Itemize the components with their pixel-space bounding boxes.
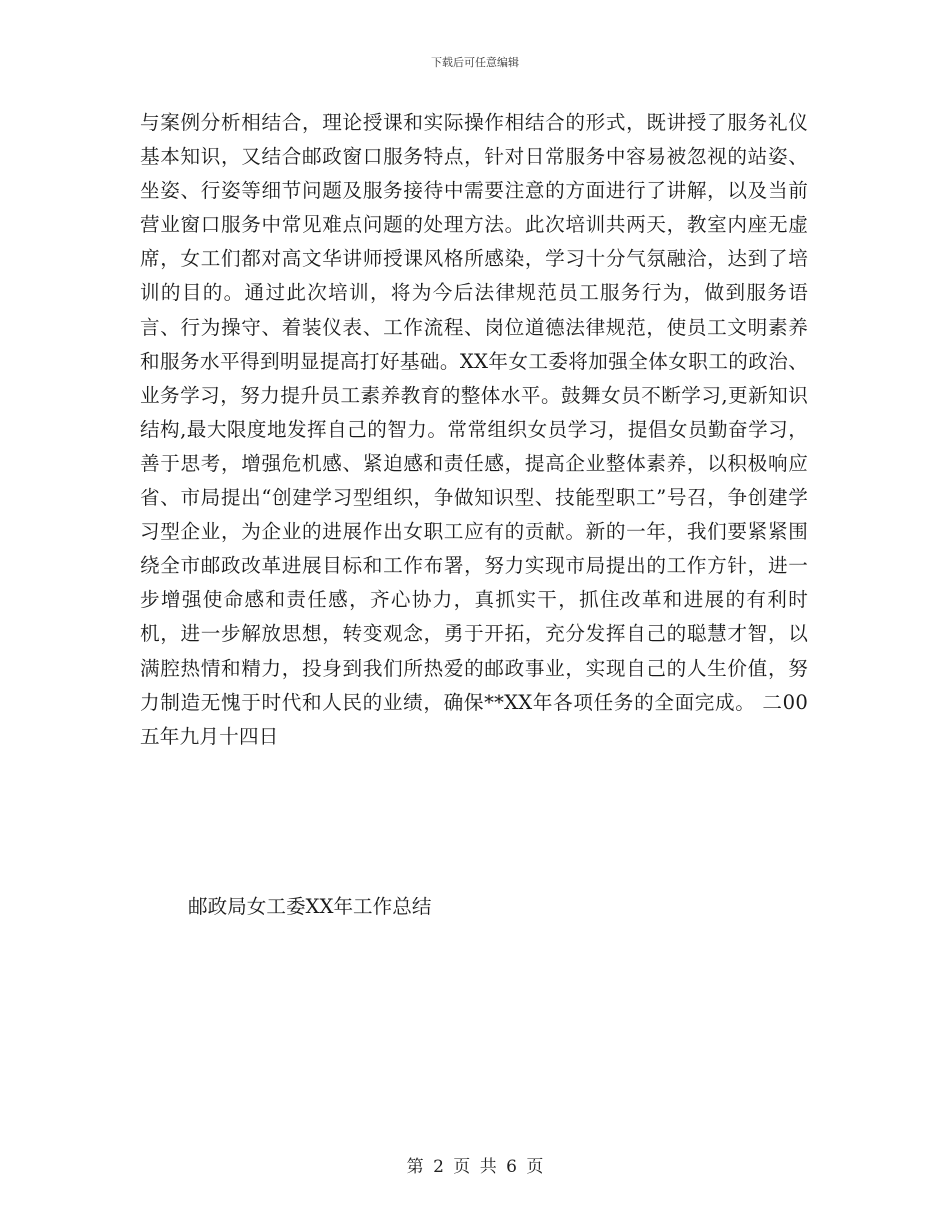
body-paragraph: 与案例分析相结合，理论授课和实际操作相结合的形式，既讲授了服务礼仪基本知识，又结合邮政窗口服务特点，针对日常服务中容易被忽视的站姿、坐姿、行姿等细节问题及服务接待中需要注意的方面进行了讲解，以及当前营业窗口服务中常见难点问题的处理方法。此次培训共两天，教室内座无虚席，女工们都对高文华讲师授课风格所感染，学习十分气氛融洽，达到了培训的目的。通过此次培训，将为今后法律规范员工服务行为，做到服务语言、行为操守、着装仪表、工作流程、岗位道德法律规范，使员工文明素养和服务水平得到明显提高打好基础。XX年女工委将加强全体女职工的政治、业务学习，努力提升员工素养教育的整体水平。鼓舞女员不断学习,更新知识结构,最大限度地发挥自己的智力。常常组织女员学习，提倡女员勤奋学习，善于思考，增强危机感、紧迫感和责任感，提高企业整体素养，以积极响应省、市局提出“创建学习型组织，争做知识型、技能型职工”号召，争创建学习型企业，为企业的进展作出女职工应有的贡献。新的一年，我们要紧紧围绕全市邮政改革进展目标和工作布署，努力实现市局提出的工作方针，进一步增强使命感和责任感，齐心协力，真抓实干，抓住改革和进展的有利时机，进一步解放思想，转变观念，勇于开拓，充分发挥自己的聪慧才智，以满腔热情和精力，投身到我们所热爱的邮政事业，实现自己的人生价值，努力制造无愧于时代和人民的业绩，确保**XX年各项任务的全面完成。 二00五年九月十四日 (140, 111, 808, 748)
page-number: 第 2 页 共 6 页 (406, 1157, 544, 1177)
page-header: 下载后可任意编辑 (431, 56, 519, 69)
document-title: 邮政局女工委XX年工作总结 (188, 895, 432, 918)
